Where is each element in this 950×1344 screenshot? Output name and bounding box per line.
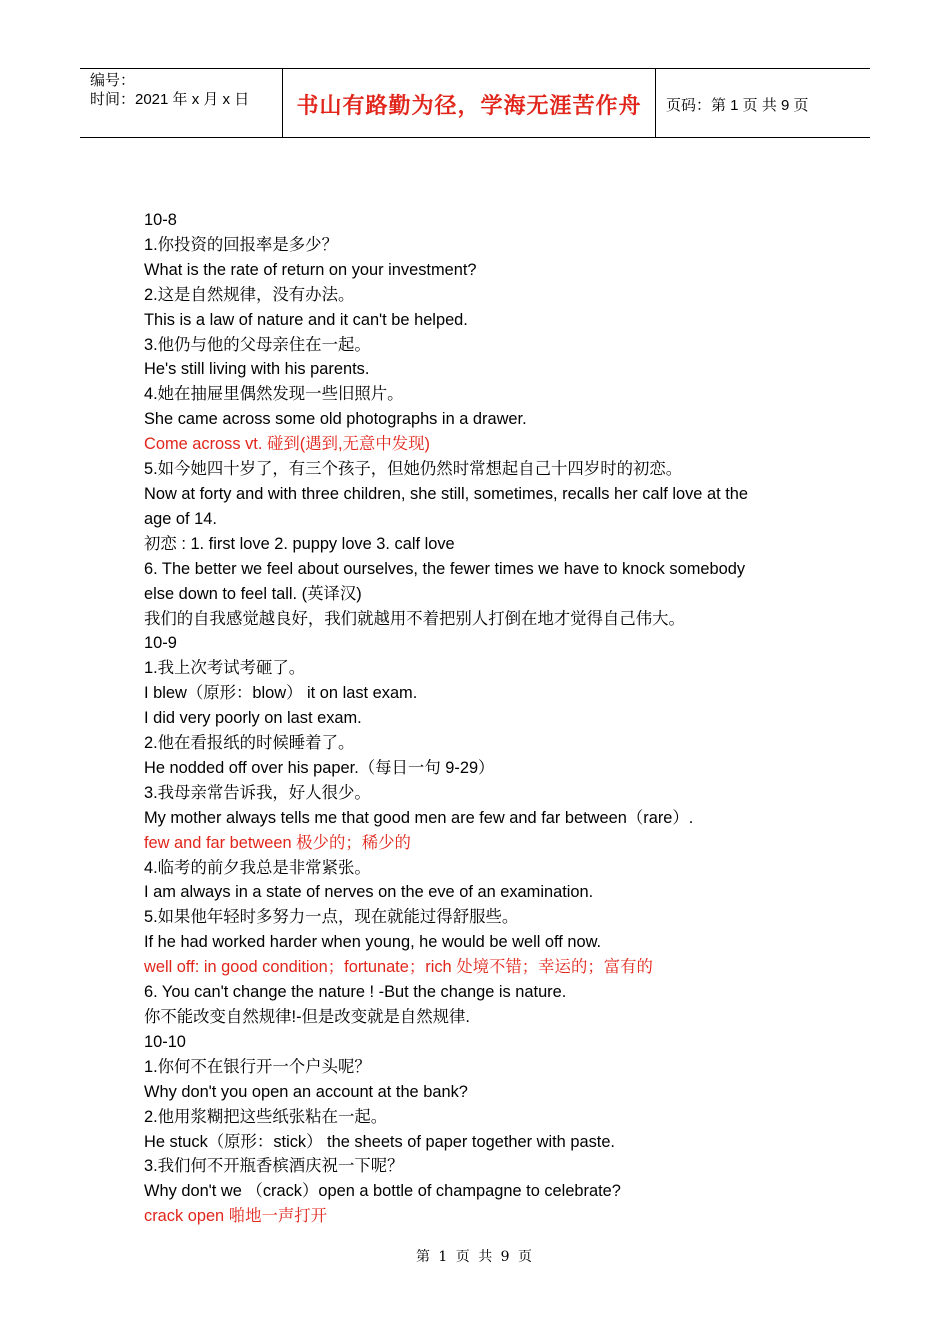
text-line: 1.你投资的回报率是多少？	[144, 235, 338, 254]
text-line: 1.我上次考试考砸了。	[144, 659, 306, 678]
text-line: 10-9	[144, 634, 177, 653]
page-footer: 第 1 页 共 9 页	[415, 1249, 535, 1265]
text-line: 2.这是自然规律，没有办法。	[144, 285, 355, 304]
text-line: 5.如今她四十岁了，有三个孩子，但她仍然时常想起自己十四岁时的初恋。	[144, 460, 683, 479]
text-line: 5.如果他年轻时多努力一点，现在就能过得舒服些。	[144, 908, 519, 927]
header-meta-cell	[80, 69, 283, 137]
page-header	[80, 68, 870, 138]
text-line: 2.他用浆糊把这些纸张粘在一起。	[144, 1107, 388, 1126]
text-line: 10-8	[144, 211, 177, 229]
text-line: 3.他仍与他的父母亲住在一起。	[144, 335, 371, 354]
text-line: 3.我母亲常告诉我，好人很少。	[144, 783, 371, 802]
note-line: crack open 啪地一声打开	[144, 1207, 328, 1226]
text-line: Why don't you open an account at the bank?	[144, 1082, 468, 1101]
text-line: This is a law of nature and it can't be helped.	[144, 310, 468, 329]
text-line: What is the rate of return on your investment?	[144, 260, 477, 279]
header-motto-cell	[283, 69, 656, 137]
motto: 书山有路勤为径，学海无涯苦作舟	[296, 94, 642, 119]
text-line: I am always in a state of nerves on the eve of an examination.	[144, 883, 594, 902]
text-line: My mother always tells me that good men are few and far between（rare）.	[144, 808, 694, 827]
text-line: Now at forty and with three children, she still, sometimes, recalls her calf love at the	[144, 484, 748, 503]
time-label: 时间：2021 年 x 月 x 日	[90, 91, 250, 108]
text-line: else down to feel tall. (英译汉)	[144, 584, 362, 603]
note-line: well off: in good condition；fortunate；rich 处境不错；幸运的；富有的	[144, 958, 653, 977]
text-line: If he had worked harder when young, he would be well off now.	[144, 933, 602, 952]
text-line: He nodded off over his paper.（每日一句 9-29）	[144, 758, 495, 777]
text-line: He stuck（原形：stick） the sheets of paper together with paste.	[144, 1132, 615, 1151]
text-line: 3.我们何不开瓶香槟酒庆祝一下呢？	[144, 1157, 404, 1176]
document-body	[144, 208, 824, 1229]
header-page-cell	[656, 69, 870, 137]
text-line: 2.他在看报纸的时候睡着了。	[144, 734, 355, 753]
note-line: Come across vt. 碰到(遇到,无意中发现)	[144, 435, 430, 454]
text-line: 你不能改变自然规律!-但是改变就是自然规律.	[144, 1008, 470, 1026]
text-line: age of 14.	[144, 509, 217, 528]
text-line: 初恋 : 1. first love 2. puppy love 3. calf love	[144, 534, 455, 553]
text-line: 4.临考的前夕我总是非常紧张。	[144, 858, 371, 877]
text-line: 10-10	[144, 1032, 186, 1051]
text-line: I blew（原形：blow） it on last exam.	[144, 684, 418, 703]
page-code: 页码：第 1 页 共 9 页	[666, 97, 809, 114]
text-line: 6. The better we feel about ourselves, the fewer times we have to knock somebody	[144, 559, 746, 578]
text-line: I did very poorly on last exam.	[144, 709, 362, 728]
note-line: few and far between 极少的；稀少的	[144, 833, 411, 852]
text-line: 4.她在抽屉里偶然发现一些旧照片。	[144, 385, 404, 404]
text-line: He's still living with his parents.	[144, 360, 370, 379]
text-line: 我们的自我感觉越良好，我们就越用不着把别人打倒在地才觉得自己伟大。	[144, 609, 685, 628]
text-line: She came across some old photographs in a drawer.	[144, 410, 527, 429]
text-line: 6. You can't change the nature ! -But the change is nature.	[144, 983, 567, 1002]
text-line: 1.你何不在银行开一个户头呢？	[144, 1057, 371, 1076]
text-line: Why don't we （crack）open a bottle of champagne to celebrate?	[144, 1182, 621, 1201]
serial-label: 编号：	[90, 72, 136, 89]
